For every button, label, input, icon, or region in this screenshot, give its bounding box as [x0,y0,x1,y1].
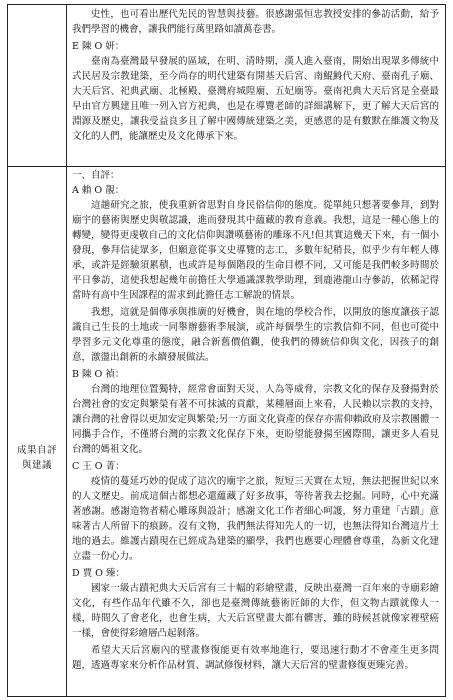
student-c-heading: C 王 O 菁： [72,461,125,472]
student-d-paragraph-1: 國家一級古蹟祀典大天后宮有三十幅的彩繪壁畫，反映出臺灣一百年來的寺廟彩繪文化，有些作品年代雖不久，卻也是臺灣傳統藝術匠師的大作，但文物古蹟就像人一樣，時間久了會老化，也會生病，大天后宮壁畫大都有髒害，雖的時候甚就像家裡壁癌一樣，會使得彩繪層凸起剝落。 [72,583,439,639]
student-a-heading: A 賴 O 靚： [72,185,125,196]
student-e-heading: E 陳 O 妍： [72,41,125,52]
category-label-line2: 與建議 [21,460,52,471]
row-divider [8,166,445,167]
self-eval-heading: 一、自評： [72,170,120,181]
student-d-heading: D 賈 O 臻： [72,568,125,579]
category-label-line1: 成果自評 [16,445,57,456]
student-e-paragraph: 臺南為臺灣最早發展的區域，在明、清時期，漢人進入臺南，開始出現眾多傳統中式民居及宗教建築，至今尚存的明代建築有開基天后宮、南鯤鯓代天府、臺南孔子廟、大天后宮、祀典武廟、北極殿、臺灣府城隍廟、五妃廟等。臺南祀典大天后宮是全臺最早由官方興建且唯一列入官方祀典，也是在導覽老師的詳細講解下，更了解大天后宮的淵源及歷史，讓我受益良多且了解中國傳統建築之美，更感恩的是有數默在維護文物及文化的人們，能讓歷史及文化傳承下來。 [72,56,439,142]
bottom-content-cell [68,168,443,675]
category-cell [8,166,67,696]
student-a-paragraph-2: 我想，這就是個傳承與推廣的好機會，與在地的學校合作，以開放的態度讓孩子認識自己生長的土地或一同舉辦藝術季展演，或許每個學生的宗教信仰不同，但也可從中學習多元文化尊重的態度，融合新舊價值觀，使我們的傳統信仰與文化，因孩子的創意，激盪出創新的永續發展做法。 [72,307,439,363]
evaluation-table [7,4,446,697]
student-d-paragraph-2: 希望大天后宮廟內的壁畫修復能更有效率地進行，要迅速行動才不會產生更多問題，透過專家來分析作品材質、調試修復材料，讓大天后宮的壁畫修復更臻完善。 [72,645,439,671]
student-b-paragraph: 台灣的地理位置獨特，經常會面對天災、人為等威脅，宗教文化的保存及發揚對於台灣社會的安定與繁榮有著不可抹滅的貢獻，某種層面上來看，人民賴以宗教的支持，讓台灣的社會得以更加安定與繁榮;另一方面文化資產的保存亦需仰賴政府及宗教團體一同攜手合作，不僅將台灣的宗教文化保存下來，更盼望能發揚至國際間，讓更多人看見台灣的媽祖文化。 [72,384,439,455]
student-a-paragraph-1: 這趟研究之旅，使我重新省思對自身民俗信仰的態度。從單純只想著要參拜，到對廟宇的藝術與歷史與敬認識，進而發現其中蘊藏的教育意義。我想，這是一種心態上的轉變，變得更虔敬自己的文化信仰與讚嘆藝術的雕琢不凡!但其實這幾天下來，有一個小發現，參拜信徒眾多，但願意從事文史導覽的志工，多數年紀稍長，似乎少有年輕人傳承，或許是經驗須累積，也或許是每個階段的生命目標不同，又可能是我們較多時間於平日參訪，這使我想起幾年前擔任大學通識課教學助理，到鹿港龍山寺參訪，依稀記得當時有高中生因課程的需求到此擔任志工解說的情景。 [72,200,439,301]
student-b-heading: B 陳 O 禎： [72,369,125,380]
category-label [8,443,66,473]
student-c-paragraph: 疫情的蔓延巧妙的促成了這次的廟宇之旅，短短三天實在太短，無法把握世紀以來的人文歷史。前成這個古都想必還蘊藏了好多故事，等待著我去挖掘。同時，心中充滿著感謝。感謝造物者精心雕琢與設計；感謝文化工作者細心呵護，努力重建「古蹟」意味著古人所留下的痕跡。沒有文物，我們無法得知先人的一切，也無法得知台灣這片土地的過去。維護古蹟現在已經成為建築的顯學，我們也應要心理體會尊重，為新文化建立盡一份心力。 [72,476,439,562]
intro-paragraph: 史性，也可看出歷代先民的智慧與技藝。很感謝張恒忠教授安排的參訪活動，給予我們學習的機會，讓我們能行萬里路如讀萬卷書。 [72,9,439,35]
top-content-cell [68,7,443,146]
top-left-cell [8,5,67,166]
